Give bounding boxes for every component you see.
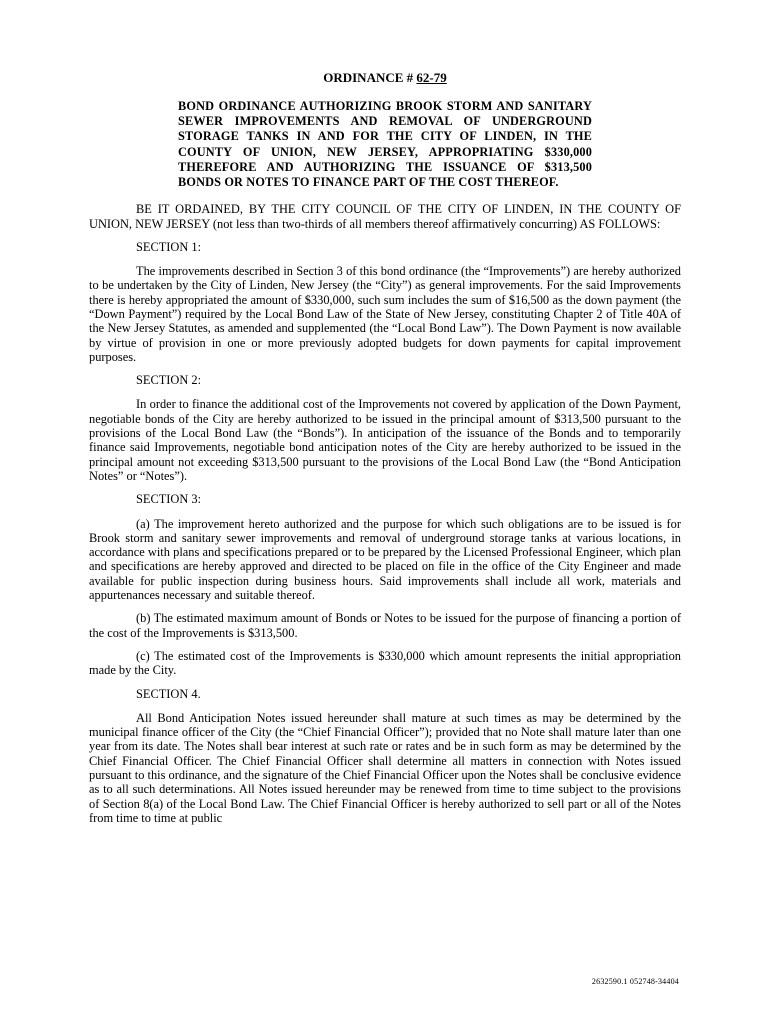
ordinance-title xyxy=(89,70,681,85)
section-4-text: All Bond Anticipation Notes issued hereunder shall mature at such times as may be determined by the municipal finance officer of the City (the “Chief Financial Officer”); provided that no Note shall mature later than one year from its date. The Notes shall bear interest at such rate or rates and be in such form as may be determined by the Chief Financial Officer. The Chief Financial Officer shall determine all matters in connection with Notes issued pursuant to this ordinance, and the signature of the Chief Financial Officer upon the Notes shall be conclusive evidence as to all such determinations. All Notes issued hereunder may be renewed from time to time subject to the provisions of Section 8(a) of the Local Bond Law. The Chief Financial Officer is hereby authorized to sell part or all of the Notes from time to time at public xyxy=(89,710,681,825)
section-4-heading: SECTION 4. xyxy=(136,686,201,701)
section-2-heading: SECTION 2: xyxy=(136,373,202,388)
section-3-b: (b) The estimated maximum amount of Bonds or Notes to be issued for the purpose of financing a portion of the cost of the Improvements is $313,500. xyxy=(89,611,681,640)
title-prefix: ORDINANCE # xyxy=(323,70,417,85)
section-1-text: The improvements described in Section 3 of this bond ordinance (the “Improvements”) are hereby authorized to be undertaken by the City of Linden, New Jersey (the “City”) as general improvements. For the said Improvements there is hereby appropriated the amount of $330,000, such sum includes the sum of $16,500 as the down payment (the “Down Payment”) required by the Local Bond Law of the State of New Jersey, constituting Chapter 2 of Title 40A of the New Jersey Statutes, as amended and supplemented (the “Local Bond Law”). The Down Payment is now available by virtue of provision in one or more previously adopted budgets for down payments for capital improvement purposes. xyxy=(89,264,681,364)
section-3-heading: SECTION 3: xyxy=(136,492,202,507)
section-3-a: (a) The improvement hereto authorized and the purpose for which such obligations are to be issued is for Brook storm and sanitary sewer improvements and removal of underground storage tanks at various locations, in accordance with plans and specifications prepared or to be prepared by the Licensed Professional Engineer, which plan and specifications are hereby approved and directed to be placed on file in the office of the City Engineer and made available for public inspection during business hours. Said improvements shall include all work, materials and appurtenances necessary and suitable thereof. xyxy=(89,516,681,603)
ordinance-number: 62-79 xyxy=(416,70,447,85)
preamble: BE IT ORDAINED, BY THE CITY COUNCIL OF THE CITY OF LINDEN, IN THE COUNTY OF UNION, NEW JERSEY (not less than two-thirds of all members thereof affirmatively concurring) AS FOLLOWS: xyxy=(89,202,681,231)
ordinance-caption: BOND ORDINANCE AUTHORIZING BROOK STORM AND SANITARY SEWER IMPROVEMENTS AND REMOVAL OF UNDERGROUND STORAGE TANKS IN AND FOR THE CITY OF LINDEN, IN THE COUNTY OF UNION, NEW JERSEY, APPROPRIATING $330,000 THEREFORE AND AUTHORIZING THE ISSUANCE OF $313,500 BONDS OR NOTES TO FINANCE PART OF THE COST THEREOF. xyxy=(178,99,592,190)
section-1-heading: SECTION 1: xyxy=(136,239,202,254)
section-3-c: (c) The estimated cost of the Improvements is $330,000 which amount represents the initial appropriation made by the City. xyxy=(89,648,681,678)
document-footer-id: 2632590.1 052748-34404 xyxy=(591,977,679,986)
section-2-text: In order to finance the additional cost of the Improvements not covered by application of the Down Payment, negotiable bonds of the City are hereby authorized to be issued in the principal amount of $313,500 pursuant to the provisions of the Local Bond Law (the “Bonds”). In anticipation of the issuance of the Bonds and to temporarily finance said Improvements, negotiable bond anticipation notes of the City are hereby authorized to be issued in the principal amount not exceeding $313,500 pursuant to the provisions of the Local Bond Law (the “Bond Anticipation Notes” or “Notes”). xyxy=(89,397,681,483)
